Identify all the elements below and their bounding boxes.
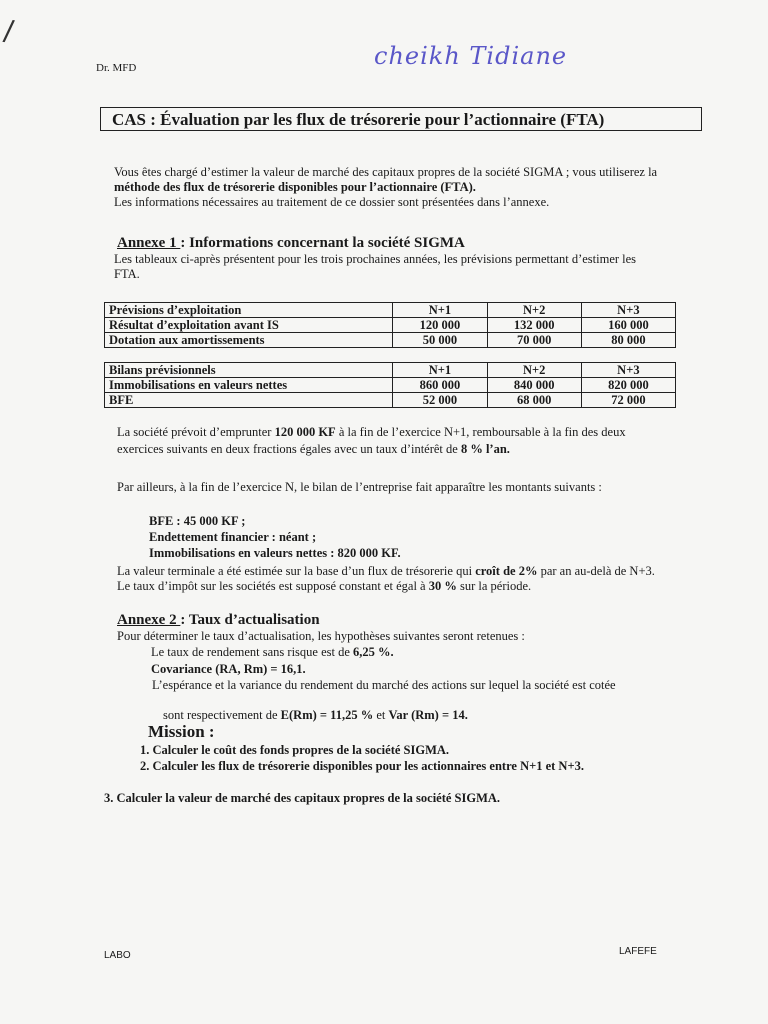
market-variance: Var (Rm) = 14. xyxy=(388,708,468,722)
table-cell: 840 000 xyxy=(487,378,581,393)
bilan-item: Endettement financier : néant ; xyxy=(149,530,317,544)
table-cell: 70 000 xyxy=(487,333,581,348)
rf-value: 6,25 %. xyxy=(353,645,394,659)
table-row xyxy=(105,378,676,393)
table-cell: BFE xyxy=(105,393,393,408)
table-header: Bilans prévisionnels xyxy=(105,363,393,378)
table-row xyxy=(105,333,676,348)
intro-paragraph xyxy=(114,165,674,210)
table-header-row xyxy=(105,303,676,318)
expected-return: E(Rm) = 11,25 % xyxy=(280,708,374,722)
market-text-a: L’espérance et la variance du rendement du marché des actions sur lequel la société est cotée xyxy=(152,678,616,692)
loan-text: La société prévoit d’emprunter xyxy=(117,425,275,439)
table-header: Prévisions d’exploitation xyxy=(105,303,393,318)
annexe2-heading xyxy=(117,612,320,629)
bilan-item: BFE : 45 000 KF ; xyxy=(149,514,246,528)
terminal-paragraph xyxy=(117,564,657,594)
table-cell: Dotation aux amortissements xyxy=(105,333,393,348)
table-header: N+1 xyxy=(393,303,487,318)
mission-item: 2. Calculer les flux de trésorerie disponibles pour les actionnaires entre N+1 et N+3. xyxy=(140,759,584,773)
market-text-b: sont respectivement de xyxy=(163,708,281,722)
bilan-n-intro: Par ailleurs, à la fin de l’exercice N, le bilan de l’entreprise fait apparaître les montants suivants : xyxy=(117,480,602,494)
table-header-row xyxy=(105,363,676,378)
table-cell: 80 000 xyxy=(581,333,675,348)
table-cell: 132 000 xyxy=(487,318,581,333)
terminal-growth: croît de 2% xyxy=(475,564,538,578)
handwritten-name: cheikh Tidiane xyxy=(374,42,568,70)
table-header: N+3 xyxy=(581,303,675,318)
table-row xyxy=(105,318,676,333)
table-cell: Résultat d’exploitation avant IS xyxy=(105,318,393,333)
table-cell: 860 000 xyxy=(393,378,487,393)
footer-right: LAFEFE xyxy=(619,946,657,957)
mission-item: 1. Calculer le coût des fonds propres de la société SIGMA. xyxy=(140,743,450,757)
loan-text-2: à la fin de l’exercice N+1, remboursable à la fin des deux exercices suivants en deux fractions égales avec un taux d’intérêt de xyxy=(117,425,626,456)
loan-rate: 8 % l’an. xyxy=(460,442,510,456)
table-row xyxy=(105,393,676,408)
page-title: CAS : Évaluation par les flux de trésorerie pour l’actionnaire (FTA) xyxy=(112,110,605,129)
intro-text-2: Les informations nécessaires au traitement de ce dossier sont présentées dans l’annexe. xyxy=(114,195,550,209)
table-cell: 52 000 xyxy=(393,393,487,408)
table-cell: 72 000 xyxy=(581,393,675,408)
tax-rate: 30 % xyxy=(428,579,457,593)
risk-free-rate xyxy=(151,645,394,660)
annexe1-heading xyxy=(117,235,465,252)
author-label: Dr. MFD xyxy=(96,62,137,74)
loan-amount: 120 000 KF xyxy=(274,425,336,439)
bilan-item: Immobilisations en valeurs nettes : 820 000 KF. xyxy=(149,546,401,560)
annexe2-intro: Pour déterminer le taux d’actualisation, les hypothèses suivantes seront retenues : xyxy=(117,629,525,643)
table-cell: 120 000 xyxy=(393,318,487,333)
annexe1-title: : Informations concernant la société SIGMA xyxy=(180,235,465,251)
market-values xyxy=(163,708,468,723)
intro-method: méthode des flux de trésorerie disponibles pour l’actionnaire (FTA). xyxy=(114,180,476,194)
table-cell: 68 000 xyxy=(487,393,581,408)
covariance: Covariance (RA, Rm) = 16,1. xyxy=(151,662,306,676)
rf-text: Le taux de rendement sans risque est de xyxy=(151,645,354,659)
pen-mark: / xyxy=(1,13,16,48)
table-header: N+1 xyxy=(393,363,487,378)
annexe2-title: : Taux d’actualisation xyxy=(180,612,320,628)
table-cell: 820 000 xyxy=(581,378,675,393)
terminal-text: La valeur terminale a été estimée sur la base d’un flux de trésorerie qui xyxy=(117,564,476,578)
mission-item: 3. Calculer la valeur de marché des capitaux propres de la société SIGMA. xyxy=(104,791,501,805)
market-text xyxy=(136,678,656,693)
market-text-c: et xyxy=(373,708,389,722)
terminal-text-2: par an au-delà de N+3. Le taux d’impôt sur les sociétés est supposé constant et égal à xyxy=(117,564,655,593)
forecast-table xyxy=(104,302,676,348)
footer-left: LABO xyxy=(104,950,131,961)
table-cell: 50 000 xyxy=(393,333,487,348)
annexe1-intro: Les tableaux ci-après présentent pour les trois prochaines années, les prévisions permettant d’estimer les FTA. xyxy=(114,252,637,281)
annexe1-label: Annexe 1 xyxy=(117,235,181,251)
table-header: N+3 xyxy=(581,363,675,378)
loan-paragraph xyxy=(117,424,637,458)
table-cell: 160 000 xyxy=(581,318,675,333)
terminal-text-3: sur la période. xyxy=(456,579,532,593)
table-cell: Immobilisations en valeurs nettes xyxy=(105,378,393,393)
table-header: N+2 xyxy=(487,363,581,378)
balance-table xyxy=(104,362,676,408)
annexe2-label: Annexe 2 xyxy=(117,612,181,628)
mission-title: Mission : xyxy=(148,722,215,741)
intro-text: Vous êtes chargé d’estimer la valeur de marché des capitaux propres de la société SIGMA ; vous utiliserez la xyxy=(114,165,658,179)
table-header: N+2 xyxy=(487,303,581,318)
